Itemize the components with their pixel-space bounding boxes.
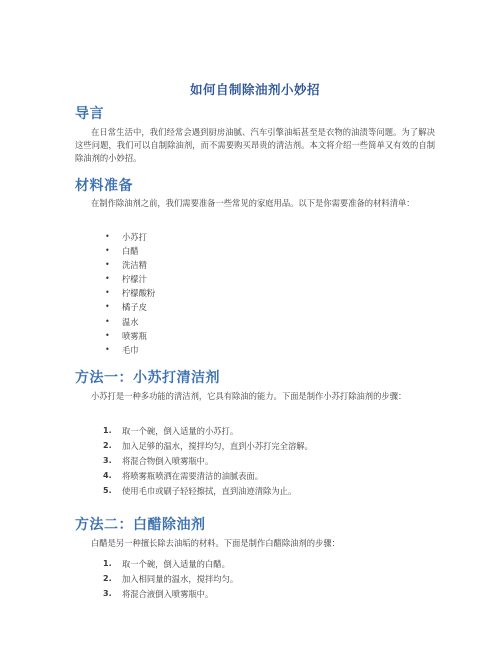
bullet-icon: • [105,302,110,312]
bullet-icon: • [105,246,110,256]
bullet-icon: • [105,260,110,270]
section-heading-intro: 导言 [75,106,104,122]
method1-paragraph: 小苏打是一种多功能的清洁剂，它具有除油的能力。下面是制作小苏打除油剂的步骤： [91,391,407,401]
document-title: 如何自制除油剂小妙招 [189,82,320,97]
bullet-icon: • [105,344,110,354]
bullet-icon: • [105,274,110,284]
bullet-icon: • [105,316,110,326]
method2-paragraph: 白醋是另一种擅长除去油垢的材料。下面是制作白醋除油剂的步骤： [91,538,340,548]
bullet-icon: • [105,330,110,340]
materials-paragraph: 在制作除油剂之前，我们需要准备一些常见的家庭用品。以下是你需要准备的材料清单： [91,198,415,208]
section-heading-method1: 方法一：小苏打清洁剂 [75,370,220,386]
intro-paragraph: 在日常生活中，我们经常会遇到厨房油腻、汽车引擎油垢甚至是衣物的油渍等问题。为了解决这些问题，我们可以自制除油剂，而不需要购买昂贵的清洁剂。本文将介绍一些简单又有效的自制除油剂的小妙招。 [75,127,435,163]
bullet-icon: • [105,232,110,241]
section-heading-method2: 方法二：白醋除油剂 [75,517,206,533]
bullet-icon: • [105,288,110,298]
section-heading-materials: 材料准备 [75,178,133,194]
